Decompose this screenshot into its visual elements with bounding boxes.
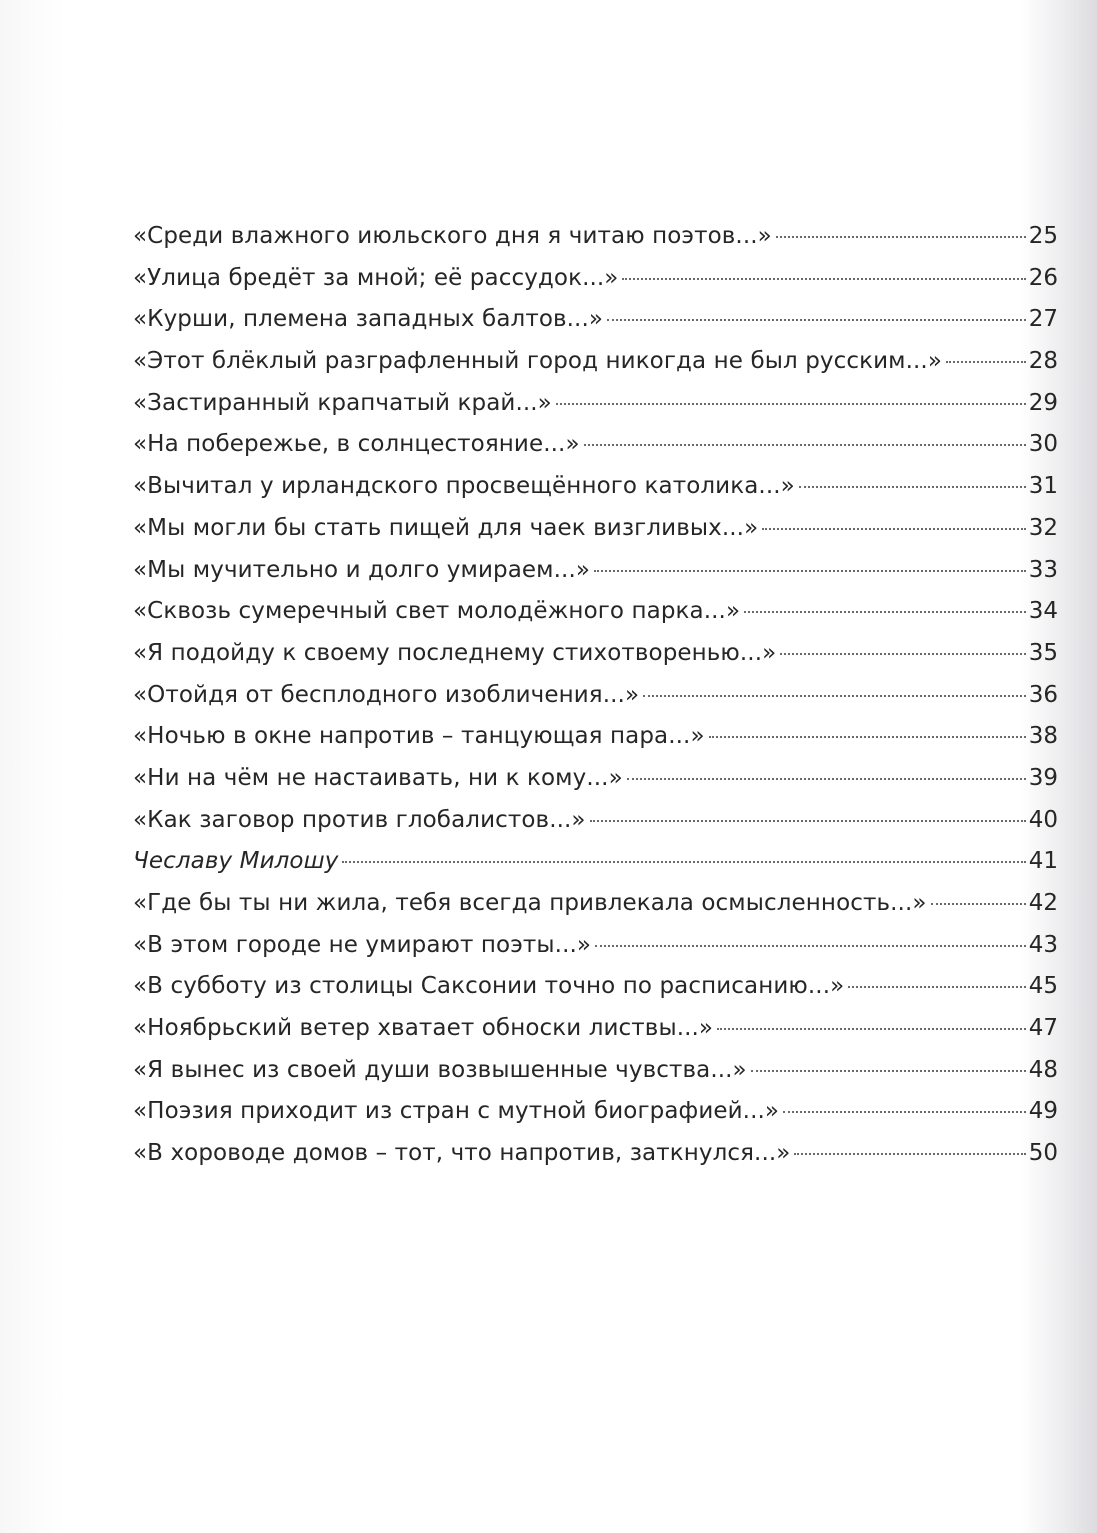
- toc-entry: [133, 1015, 1058, 1057]
- toc-entry-page: 49: [1028, 1098, 1058, 1125]
- toc-entry: [133, 848, 1058, 890]
- toc-entry-title: «В этом городе не умирают поэты...»: [133, 931, 592, 958]
- toc-entry-page: 29: [1028, 389, 1058, 416]
- toc-entry-title: «Среди влажного июльского дня я читаю поэтов...»: [133, 223, 772, 249]
- dot-leader: [762, 528, 1025, 530]
- dot-leader: [622, 278, 1025, 280]
- dot-leader: [744, 611, 1026, 613]
- dot-leader: [946, 361, 1026, 363]
- toc-entry-title: «Вычитал у ирландского просвещённого католика...»: [133, 473, 795, 500]
- table-of-contents: [133, 223, 1058, 1182]
- toc-entry-page: 30: [1028, 431, 1058, 458]
- toc-entry-page: 45: [1028, 973, 1058, 1000]
- toc-entry-title: «На побережье, в солнцестояние...»: [133, 431, 580, 458]
- toc-entry: [133, 598, 1058, 640]
- toc-entry-title: «Отойдя от бесплодного изобличения...»: [133, 681, 640, 708]
- dot-leader: [607, 319, 1026, 321]
- dot-leader: [709, 736, 1026, 738]
- toc-entry-title: «Сквозь сумеречный свет молодёжного парка...»: [133, 598, 741, 625]
- toc-entry-page: 48: [1028, 1056, 1058, 1083]
- toc-entry-page: 32: [1028, 514, 1058, 541]
- dot-leader: [783, 1111, 1026, 1113]
- toc-entry-title: «Мы могли бы стать пищей для чаек визгливых...»: [133, 514, 759, 541]
- dot-leader: [643, 695, 1026, 697]
- dot-leader: [584, 444, 1026, 446]
- toc-entry-title: «Ни на чём не настаивать, ни к кому...»: [133, 764, 623, 791]
- toc-entry: [133, 265, 1058, 307]
- toc-entry-title: «Ноябрьский ветер хватает обноски листвы...»: [133, 1015, 714, 1042]
- toc-entry: [133, 1057, 1058, 1099]
- toc-entry: [133, 682, 1058, 724]
- toc-entry-page: 26: [1028, 264, 1058, 291]
- toc-entry-page: 31: [1028, 473, 1058, 500]
- toc-entry-title: «Курши, племена западных балтов...»: [133, 306, 604, 333]
- toc-entry-page: 36: [1028, 681, 1058, 708]
- dot-leader: [931, 903, 1026, 905]
- toc-entry-title: «Как заговор против глобалистов...»: [133, 806, 586, 833]
- toc-entry-title: «Застиранный крапчатый край...»: [133, 389, 552, 416]
- toc-entry: [133, 1098, 1058, 1140]
- toc-entry-title: «Я подойду к своему последнему стихотворенью...»: [133, 639, 777, 666]
- toc-entry: [133, 723, 1058, 765]
- toc-entry-page: 50: [1028, 1140, 1058, 1167]
- toc-entry-title: «Поэзия приходит из стран с мутной биографией...»: [133, 1098, 780, 1125]
- dot-leader: [794, 1153, 1025, 1155]
- toc-entry: [133, 306, 1058, 348]
- toc-entry: [133, 473, 1058, 515]
- dot-leader: [848, 986, 1025, 988]
- toc-entry-title: «В хороводе домов – тот, что напротив, заткнулся...»: [133, 1140, 791, 1167]
- toc-entry-title: «Где бы ты ни жила, тебя всегда привлекала осмысленность...»: [133, 890, 927, 916]
- toc-entry-page: 33: [1028, 556, 1058, 583]
- toc-entry: [133, 890, 1058, 932]
- toc-entry-title: «Я вынес из своей души возвышенные чувства...»: [133, 1056, 747, 1083]
- toc-entry-page: 47: [1028, 1015, 1058, 1042]
- toc-entry-page: 25: [1028, 223, 1058, 249]
- toc-entry-page: 27: [1028, 306, 1058, 333]
- dot-leader: [751, 1070, 1026, 1072]
- toc-entry: [133, 431, 1058, 473]
- toc-entry-page: 42: [1028, 890, 1058, 916]
- toc-entry: [133, 973, 1058, 1015]
- toc-entry-title: Чеславу Милошу: [133, 848, 339, 875]
- dot-leader: [627, 778, 1026, 780]
- toc-entry-title: «Ночью в окне напротив – танцующая пара...»: [133, 723, 705, 750]
- toc-entry-page: 39: [1028, 764, 1058, 791]
- toc-entry-title: «Этот блёклый разграфленный город никогда не был русским...»: [133, 348, 943, 375]
- toc-entry: [133, 640, 1058, 682]
- toc-entry-title: «В субботу из столицы Саксонии точно по расписанию...»: [133, 973, 845, 1000]
- dot-leader: [594, 570, 1026, 572]
- toc-entry-title: «Мы мучительно и долго умираем...»: [133, 556, 591, 583]
- toc-entry: [133, 765, 1058, 807]
- dot-leader: [595, 945, 1026, 947]
- toc-entry-page: 28: [1028, 348, 1058, 375]
- dot-leader: [780, 653, 1025, 655]
- toc-entry-page: 41: [1028, 848, 1058, 875]
- dot-leader: [717, 1028, 1026, 1030]
- toc-entry: [133, 1140, 1058, 1182]
- dot-leader: [799, 486, 1026, 488]
- toc-entry: [133, 348, 1058, 390]
- toc-entry: [133, 223, 1058, 265]
- dot-leader: [590, 820, 1026, 822]
- toc-entry-page: 34: [1028, 598, 1058, 625]
- toc-entry: [133, 515, 1058, 557]
- toc-entry-page: 35: [1028, 639, 1058, 666]
- toc-entry: [133, 932, 1058, 974]
- dot-leader: [556, 403, 1026, 405]
- toc-entry: [133, 557, 1058, 599]
- toc-entry-page: 43: [1028, 931, 1058, 958]
- toc-entry-page: 40: [1028, 806, 1058, 833]
- toc-entry-page: 38: [1028, 723, 1058, 750]
- toc-entry: [133, 390, 1058, 432]
- dot-leader: [342, 861, 1025, 863]
- toc-entry-title: «Улица бредёт за мной; её рассудок...»: [133, 264, 619, 291]
- dot-leader: [776, 236, 1026, 238]
- toc-entry: [133, 807, 1058, 849]
